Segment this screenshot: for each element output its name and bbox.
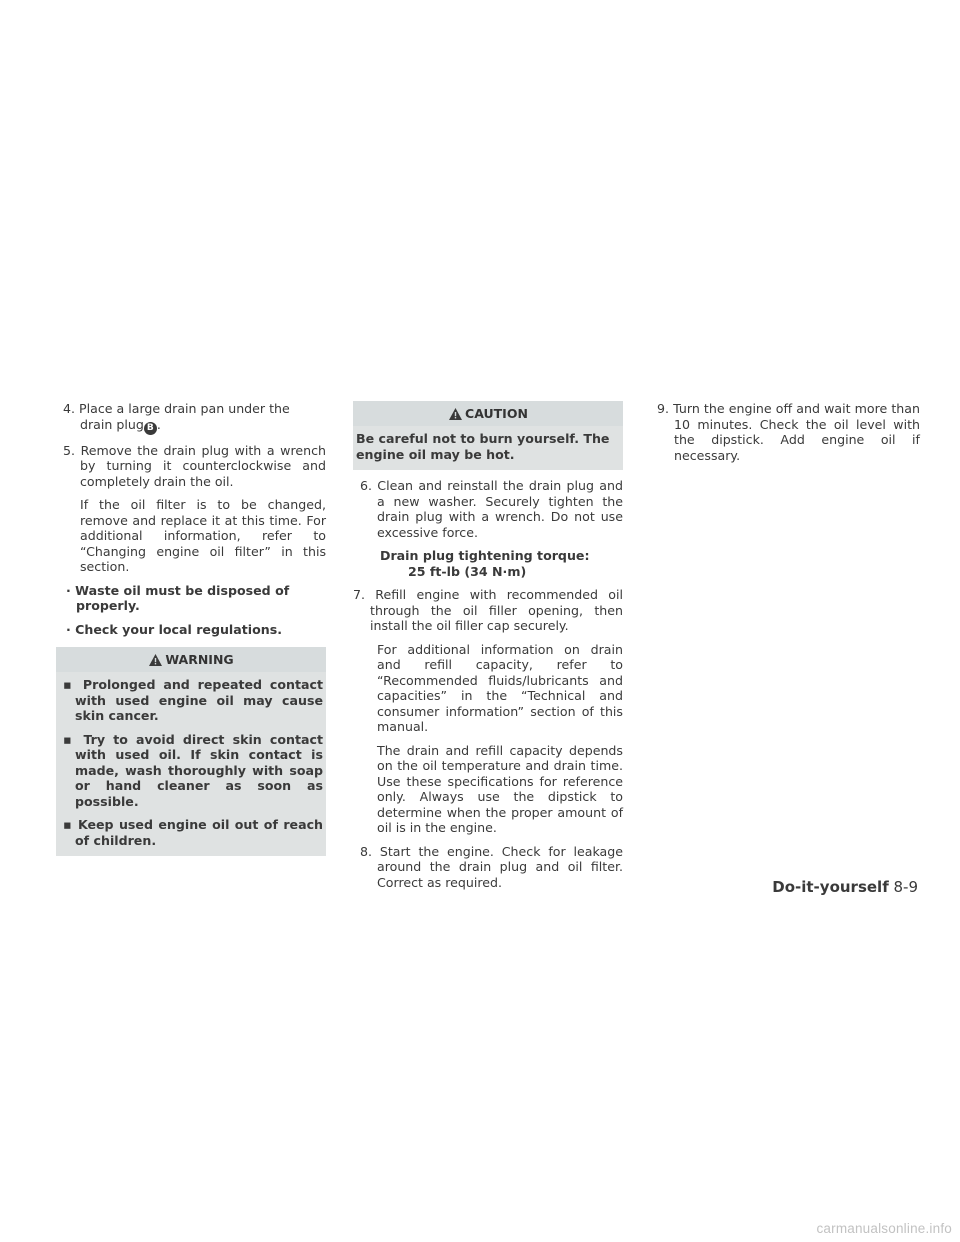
- left-column: [56, 401, 326, 856]
- step-7-note-capacity: For additional information on drain and refill capacity, refer to “Recommended fluids/lubricants and capacities” in the “Technical and consumer information” section of this manual.: [377, 641, 623, 734]
- middle-column: [353, 401, 623, 898]
- step-5-note: If the oil filter is to be changed, remove and replace it at this time. For additional information, refer to “Changing engine oil filter” in this section.: [80, 497, 326, 574]
- caution-box: [353, 401, 623, 470]
- step-7: 7. Refill engine with recommended oil through the oil filler opening, then install the oil filler cap securely.: [353, 587, 623, 633]
- warning-title: WARNING: [165, 652, 234, 667]
- section-name: Do-it-yourself: [772, 878, 889, 896]
- right-column: [650, 401, 920, 471]
- step-5: 5. Remove the drain plug with a wrench by turning it counterclockwise and completely drain the oil.: [63, 442, 326, 489]
- warning-header: [56, 647, 326, 672]
- callout-b-icon: B: [144, 422, 157, 435]
- warning-body: [56, 672, 326, 856]
- disposal-bullet: · Waste oil must be disposed of properly.: [66, 582, 290, 613]
- step-8: 8. Start the engine. Check for leakage around the drain plug and oil filter. Correct as required.: [360, 843, 623, 890]
- warning-item: ▪ Keep used engine oil out of reach of children.: [63, 817, 324, 848]
- warning-item: ▪ Try to avoid direct skin contact with used oil. If skin contact is made, wash thoroughly with soap or hand cleaner as soon as possible.: [63, 731, 323, 809]
- step-4-text: 4. Place a large drain pan under the drain plug: [63, 401, 290, 432]
- caution-triangle-icon: [448, 407, 463, 421]
- step-6: 6. Clean and reinstall the drain plug and a new washer. Securely tighten the drain plug with a wrench. Do not use excessive force.: [360, 478, 623, 540]
- watermark: carmanualsonline.info: [816, 1221, 952, 1236]
- regulations-bullet: · Check your local regulations.: [66, 621, 282, 637]
- warning-box: [56, 647, 326, 856]
- page-footer: [772, 878, 918, 896]
- step-9: 9. Turn the engine off and wait more than 10 minutes. Check the oil level with the dipstick. Add engine oil if necessary.: [657, 401, 920, 463]
- torque-label: Drain plug tightening torque:: [380, 548, 590, 563]
- step-7-note-dipstick: The drain and refill capacity depends on the oil temperature and drain time. Use these specifications for reference only. Always use the dipstick to determine when the proper amount of oil is in the engine.: [377, 742, 623, 835]
- caution-header: [353, 401, 623, 426]
- warning-item: ▪ Prolonged and repeated contact with used engine oil may cause skin cancer.: [63, 677, 324, 723]
- caution-text: Be careful not to burn yourself. The engine oil may be hot.: [356, 431, 610, 462]
- caution-title: CAUTION: [465, 406, 528, 421]
- step-4: 4. Place a large drain pan under the drain plug B .: [63, 401, 290, 433]
- warning-triangle-icon: [148, 653, 163, 667]
- page-number: 8-9: [893, 878, 918, 896]
- caution-body: [353, 426, 623, 470]
- torque-value: 25 ft-lb (34 N·m): [408, 563, 527, 579]
